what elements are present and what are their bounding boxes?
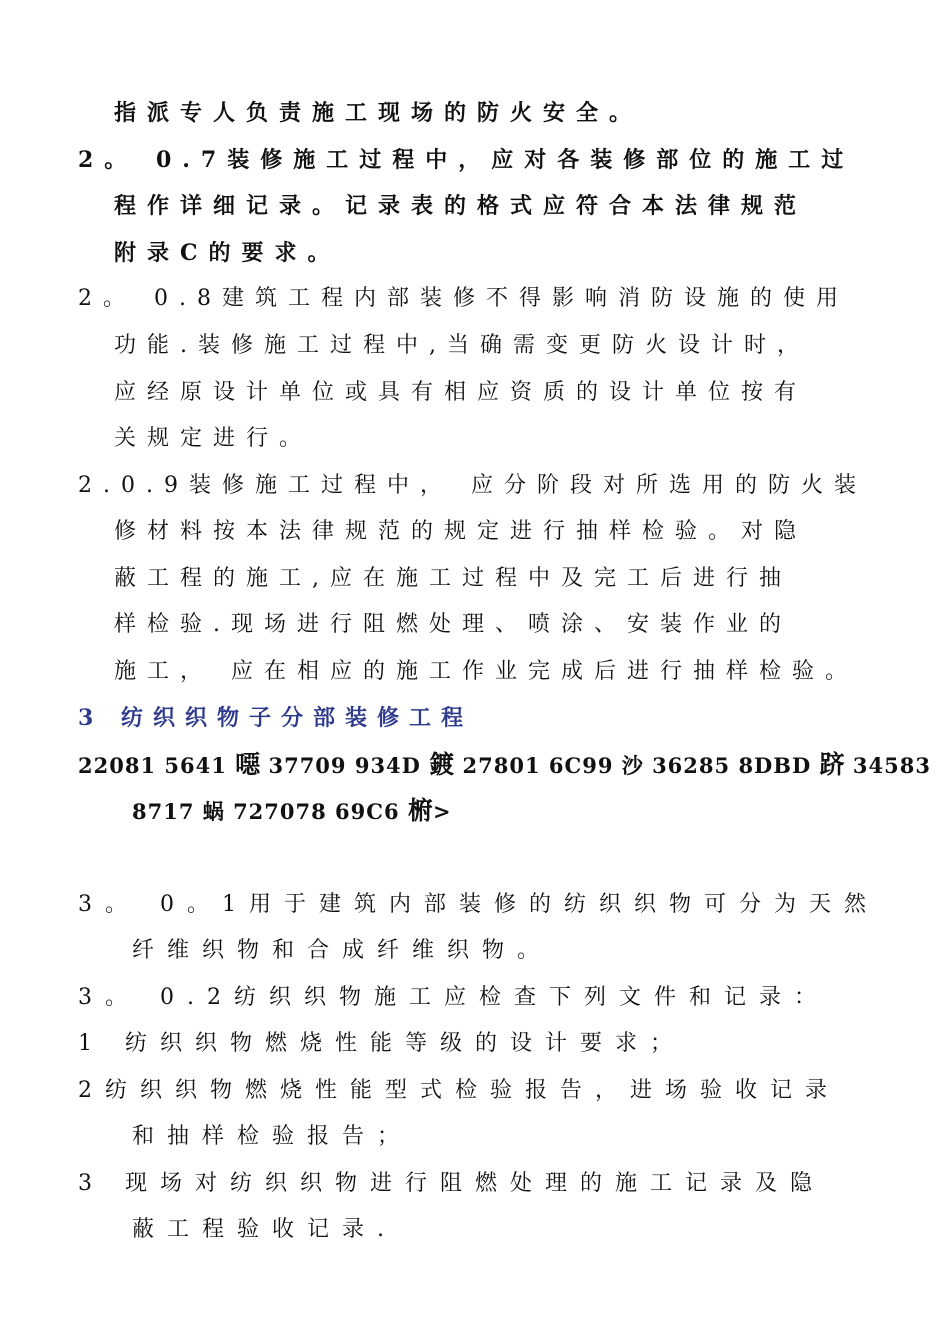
section-heading: 3 纺织织物子分部装修工程 <box>78 705 473 731</box>
code-segment: 27801 6C99 沙 36285 8DBD <box>454 753 820 778</box>
text-line-10: 修材料按本法律规范的规定进行抽样检验。对隐 <box>114 519 808 544</box>
text-line-7: 应经原设计单位或具有相应资质的设计单位按有 <box>114 380 808 405</box>
code-line-2 <box>132 796 452 827</box>
text-line-12: 样检验.现场进行阻燃处理、喷涂、安装作业的 <box>114 612 792 637</box>
code-line-1 <box>78 750 931 781</box>
text-line-14: 3。 0。1用于建筑内部装修的纺织织物可分为天然 <box>78 892 879 917</box>
code-glyph: 噁 <box>235 750 261 779</box>
text-line-21: 蔽工程验收记录. <box>132 1217 397 1242</box>
code-segment: 8717 蜗 727078 69C6 <box>132 799 408 824</box>
text-line-20: 3 现场对纺织织物进行阻燃处理的施工记录及隐 <box>78 1171 825 1196</box>
text-line-18: 2纺织织物燃烧性能型式检验报告，进场验收记录 <box>78 1078 840 1103</box>
text-line-19: 和抽样检验报告； <box>132 1124 413 1149</box>
text-line-3: 程作详细记录。记录表的格式应符合本法律规范 <box>114 193 808 219</box>
code-glyph: 跻 <box>819 750 845 779</box>
code-segment: 22081 5641 <box>78 753 236 778</box>
text-line-1: 指派专人负责施工现场的防火安全。 <box>114 100 643 126</box>
text-line-8: 关规定进行。 <box>114 426 313 451</box>
text-line-4: 附录C的要求。 <box>114 240 341 266</box>
code-segment: 37709 934D <box>260 753 430 778</box>
text-line-6: 功能.装修施工过程中,当确需变更防火设计时， <box>114 333 810 358</box>
text-line-15: 纤维织物和合成纤维织物。 <box>132 938 553 963</box>
text-line-9: 2.0.9装修施工过程中， 应分阶段对所选用的防火装 <box>78 473 867 498</box>
text-line-13: 施工， 应在相应的施工作业完成后进行抽样检验。 <box>114 659 858 684</box>
text-line-11: 蔽工程的施工,应在施工过程中及完工后进行抽 <box>114 566 792 591</box>
text-line-5: 2。 0.8建筑工程内部装修不得影响消防设施的使用 <box>78 286 849 311</box>
text-line-2: 2。 0.7装修施工过程中，应对各装修部位的施工过 <box>78 147 855 173</box>
code-segment: > <box>432 799 452 824</box>
code-glyph: 椨 <box>407 796 433 825</box>
code-segment: 34583 <box>844 753 931 778</box>
text-line-16: 3。 0.2纺织织物施工应检查下列文件和记录： <box>78 985 829 1010</box>
code-glyph: 鍍 <box>429 750 455 779</box>
text-line-17: 1 纺织织物燃烧性能等级的设计要求； <box>78 1031 685 1056</box>
